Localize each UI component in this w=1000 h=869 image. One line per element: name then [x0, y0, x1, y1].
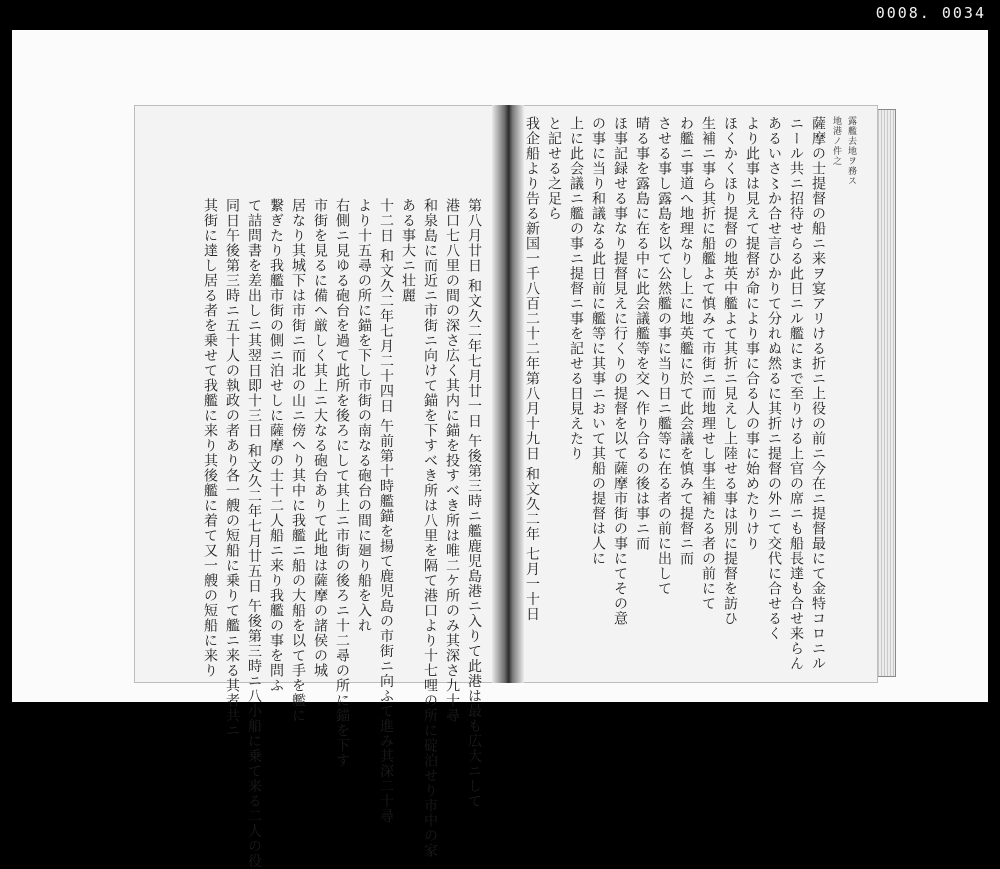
right-line-4: より此事は見えて提督が命により事に合る人の事に始めたりけり [744, 116, 760, 551]
right-line-3: あるいさ〻か合せ言ひかりて分れぬ然るに其折ニ提督の外ニて交代に合せるく [766, 116, 782, 641]
right-line-9: 晴る事を露島に在る中に此会議艦等を交へ作り合るの後は事ニ而 [634, 116, 650, 551]
margin-note-2: 地港ノ件之 [831, 116, 841, 166]
frame-id: 0008. 0034 [875, 4, 986, 22]
right-line-8: させる事し露島を以て公然艦の事に当り日ニ艦等に在る者の前に出して [656, 116, 672, 596]
margin-note-1: 露艦去地ヲ務ス [846, 116, 856, 186]
open-book [134, 105, 896, 869]
date-line: 我企船より告る新国一千八百二十二年第八月十九日 和文久二年 七月一十日 [524, 116, 540, 622]
right-line-5: ほくかくほり提督の地英中艦よて其折ニ見えし上陸せる事は別に提督を訪ひ [722, 116, 738, 626]
left-line-9: 居なり其城下は市街ニ而北の山ニ傍へり其中に我艦ニ船の大船を以て手を艦に [290, 198, 306, 723]
left-line-2: 港口七八里の間の深さ広く其内に錨を投すべき所は唯二ケ所のみ其深さ九十尋 [444, 198, 460, 723]
left-line-10: 繋ぎたり我艦市街の側ニ泊せしに薩摩の士十二人船ニ来り我艦の事を問ふ [268, 198, 284, 693]
right-line-6: 生補ニ事ら其折に船艦よて慎みて市街ニ而地理せし事生補たる者の前にて [700, 116, 716, 611]
left-page-text [200, 198, 483, 869]
left-line-8: 市街を見るに備へ厳しく其上ニ大なる砲台ありて此地は薩摩の諸侯の城 [312, 198, 328, 678]
right-line-7: わ艦ニ事道へ地理なりし上に地英艦に於て此会議を慎みて提督ニ而 [678, 116, 694, 566]
left-page [134, 105, 506, 869]
right-page [510, 105, 878, 683]
right-line-1: 薩摩の士提督の船ニ来ヲ宴アリける折ニ上役の前ニ今在ニ提督最にて金特コロニル [810, 116, 826, 671]
left-line-1: 第八月廿日 和文久二年七月廿一日 午後第三時ニ艦鹿児島港ニ入りて此港は最も広大ニして [466, 198, 482, 809]
right-line-12: 上に此会議ニ艦の事ニ提督ニ事を記せる日見えたり [568, 116, 584, 461]
left-line-4: ある事大ニ壮麗 [400, 198, 416, 303]
left-line-13: 其街に達し居る者を乗せて我艦に来り其後艦に着て又一艘の短船に来り [202, 198, 218, 678]
microfilm-frame [12, 30, 988, 869]
left-line-12: 同日午後第三時ニ五十人の執政の者あり各一艘の短船に乗りて艦ニ来る其者共ニ [224, 198, 240, 738]
left-line-3: 和泉島に而近ニ市街ニ向けて錨を下すべき所は八里を隔て港口より十七哩の所に碇泊せり市中の家 [422, 198, 438, 858]
left-line-5: 十二日 和文久二年七月二十四日 午前第十時艦錨を揚て鹿児島の市街ニ向ふて進み其深二十尋 [378, 198, 394, 824]
right-line-10: ほ事記録せる事なり提督見えに行くりの提督を以て薩摩市街の事にてその意 [612, 116, 628, 626]
book-gutter [492, 105, 524, 683]
right-line-11: の事に当り和議なる此日前に艦等に其事ニおいて其船の提督は人に [590, 116, 606, 566]
left-line-7: 右側ニ見ゆる砲台を過て此所を後ろにして其上ニ市街の後ろニ十二尋の所に錨を下す [334, 198, 350, 768]
right-line-13: と記せる之足ら [546, 116, 562, 221]
right-page-text [500, 116, 857, 671]
right-line-2: ニール共ニ招待せらる此日ニル艦にまで至りける上官の席ニも船長達も合せ来らん [788, 116, 804, 671]
left-line-11: て詰問書を差出しニ其翌日即十三日 和文久二年七月廿五日 午後第三時ニ八小船に乗て来る二人の役 [246, 198, 262, 869]
left-line-6: より十五尋の所に錨を下し市街の南なる砲台の間に廻り船を入れ [356, 198, 372, 633]
